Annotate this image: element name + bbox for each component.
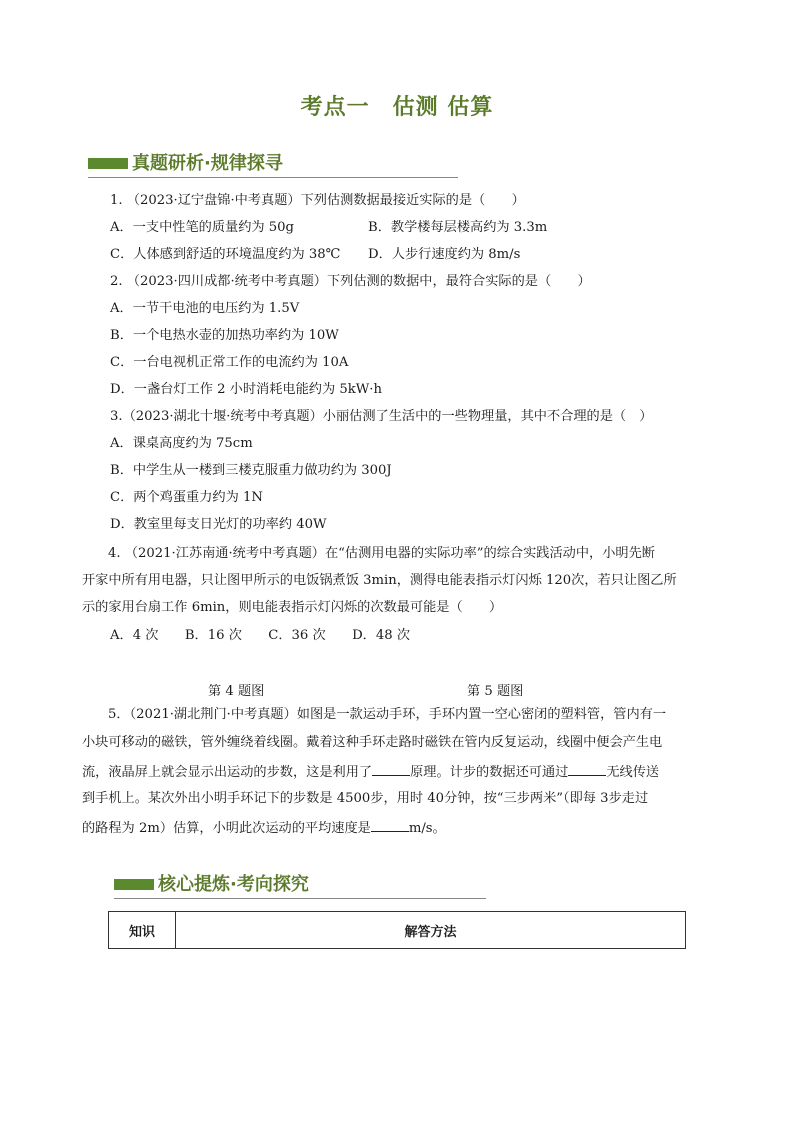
answer-blank-2[interactable] [568, 762, 606, 776]
q5-line-1: 5．（2021·湖北荆门·中考真题）如图是一款运动手环，手环内置一空心密闭的塑料管，管内有一 [108, 707, 667, 722]
answer-blank-3[interactable] [371, 818, 409, 832]
q4-line-3: 示的家用台扇工作 6min，则电能表指示灯闪烁的次数最可能是（ ） [82, 600, 503, 615]
q5-line-3-part-b: 原理。计步的数据还可通过 [410, 765, 569, 780]
q5-line-5-part-b: m/s。 [408, 821, 446, 836]
page-title: 考点一 估测 估算 [300, 95, 494, 120]
section-title: 核心提炼·考向探究 [158, 874, 309, 895]
q1-option-d: D．人步行速度约为 8m/s [368, 247, 521, 262]
knowledge-table [108, 911, 686, 949]
q4-options: A．4 次 B．16 次 C．36 次 D．48 次 [110, 628, 411, 643]
q3-option-b: B．中学生从一楼到三楼克服重力做功约为 300J [110, 463, 392, 478]
section-bar-icon [114, 879, 154, 890]
section-divider [88, 177, 458, 178]
q5-line-5-part-a: 的路程为 2m）估算，小明此次运动的平均速度是 [82, 821, 371, 836]
section-bar-icon [88, 158, 128, 169]
figure-5-caption: 第 5 题图 [467, 684, 524, 699]
q1-option-b: B．教学楼每层楼高约为 3.3m [368, 220, 548, 235]
section-divider [114, 898, 486, 899]
q3-option-d: D．教室里每支日光灯的功率约 40W [110, 517, 327, 532]
q4-line-2: 开家中所有用电器，只让图甲所示的电饭锅煮饭 3min，测得电能表指示灯闪烁 120次，若只让图乙所 [82, 573, 677, 588]
q5-line-3 [82, 762, 659, 782]
q2-stem: 2. （2023·四川成都·统考中考真题）下列估测的数据中，最符合实际的是（ ） [110, 274, 591, 289]
q4-line-1: 4. （2021·江苏南通·统考中考真题）在“估测用电器的实际功率”的综合实践活动中，小明先断 [108, 546, 655, 561]
q2-option-d: D．一盏台灯工作 2 小时消耗电能约为 5kW·h [110, 382, 382, 397]
q2-option-c: C．一台电视机正常工作的电流约为 10A [110, 355, 349, 370]
section-header-2 [114, 869, 486, 899]
table-header-row [109, 912, 686, 949]
q5-line-3-part-c: 无线传送 [606, 765, 660, 780]
q3-option-c: C．两个鸡蛋重力约为 1N [110, 490, 263, 505]
q3-stem: 3.（2023·湖北十堰·统考中考真题）小丽估测了生活中的一些物理量，其中不合理的是（ ） [110, 409, 653, 424]
q1-stem: 1. （2023·辽宁盘锦·中考真题）下列估测数据最接近实际的是（ ） [110, 193, 525, 208]
q3-option-a: A．课桌高度约为 75cm [110, 436, 253, 451]
table-header-knowledge: 知识 [109, 912, 176, 949]
q5-line-2: 小块可移动的磁铁，管外缠绕着线圈。戴着这种手环走路时磁铁在管内反复运动，线圈中便会产生电 [82, 735, 663, 750]
table-header-method: 解答方法 [176, 912, 686, 949]
q1-option-c: C．人体感到舒适的环境温度约为 38℃ [110, 247, 341, 262]
section-header-1 [88, 148, 458, 178]
q1-option-a: A．一支中性笔的质量约为 50g [110, 220, 294, 235]
answer-blank-1[interactable] [372, 762, 410, 776]
section-title: 真题研析·规律探寻 [132, 153, 283, 174]
q5-line-4: 到手机上。某次外出小明手环记下的步数是 4500步，用时 40分钟，按“三步两米”（即每 3步走过 [82, 791, 649, 806]
figure-4-caption: 第 4 题图 [208, 684, 265, 699]
q5-line-3-part-a: 流，液晶屏上就会显示出运动的步数，这是利用了 [82, 765, 373, 780]
q2-option-b: B．一个电热水壶的加热功率约为 10W [110, 328, 339, 343]
q5-line-5 [82, 818, 446, 838]
q2-option-a: A．一节干电池的电压约为 1.5V [110, 301, 300, 316]
